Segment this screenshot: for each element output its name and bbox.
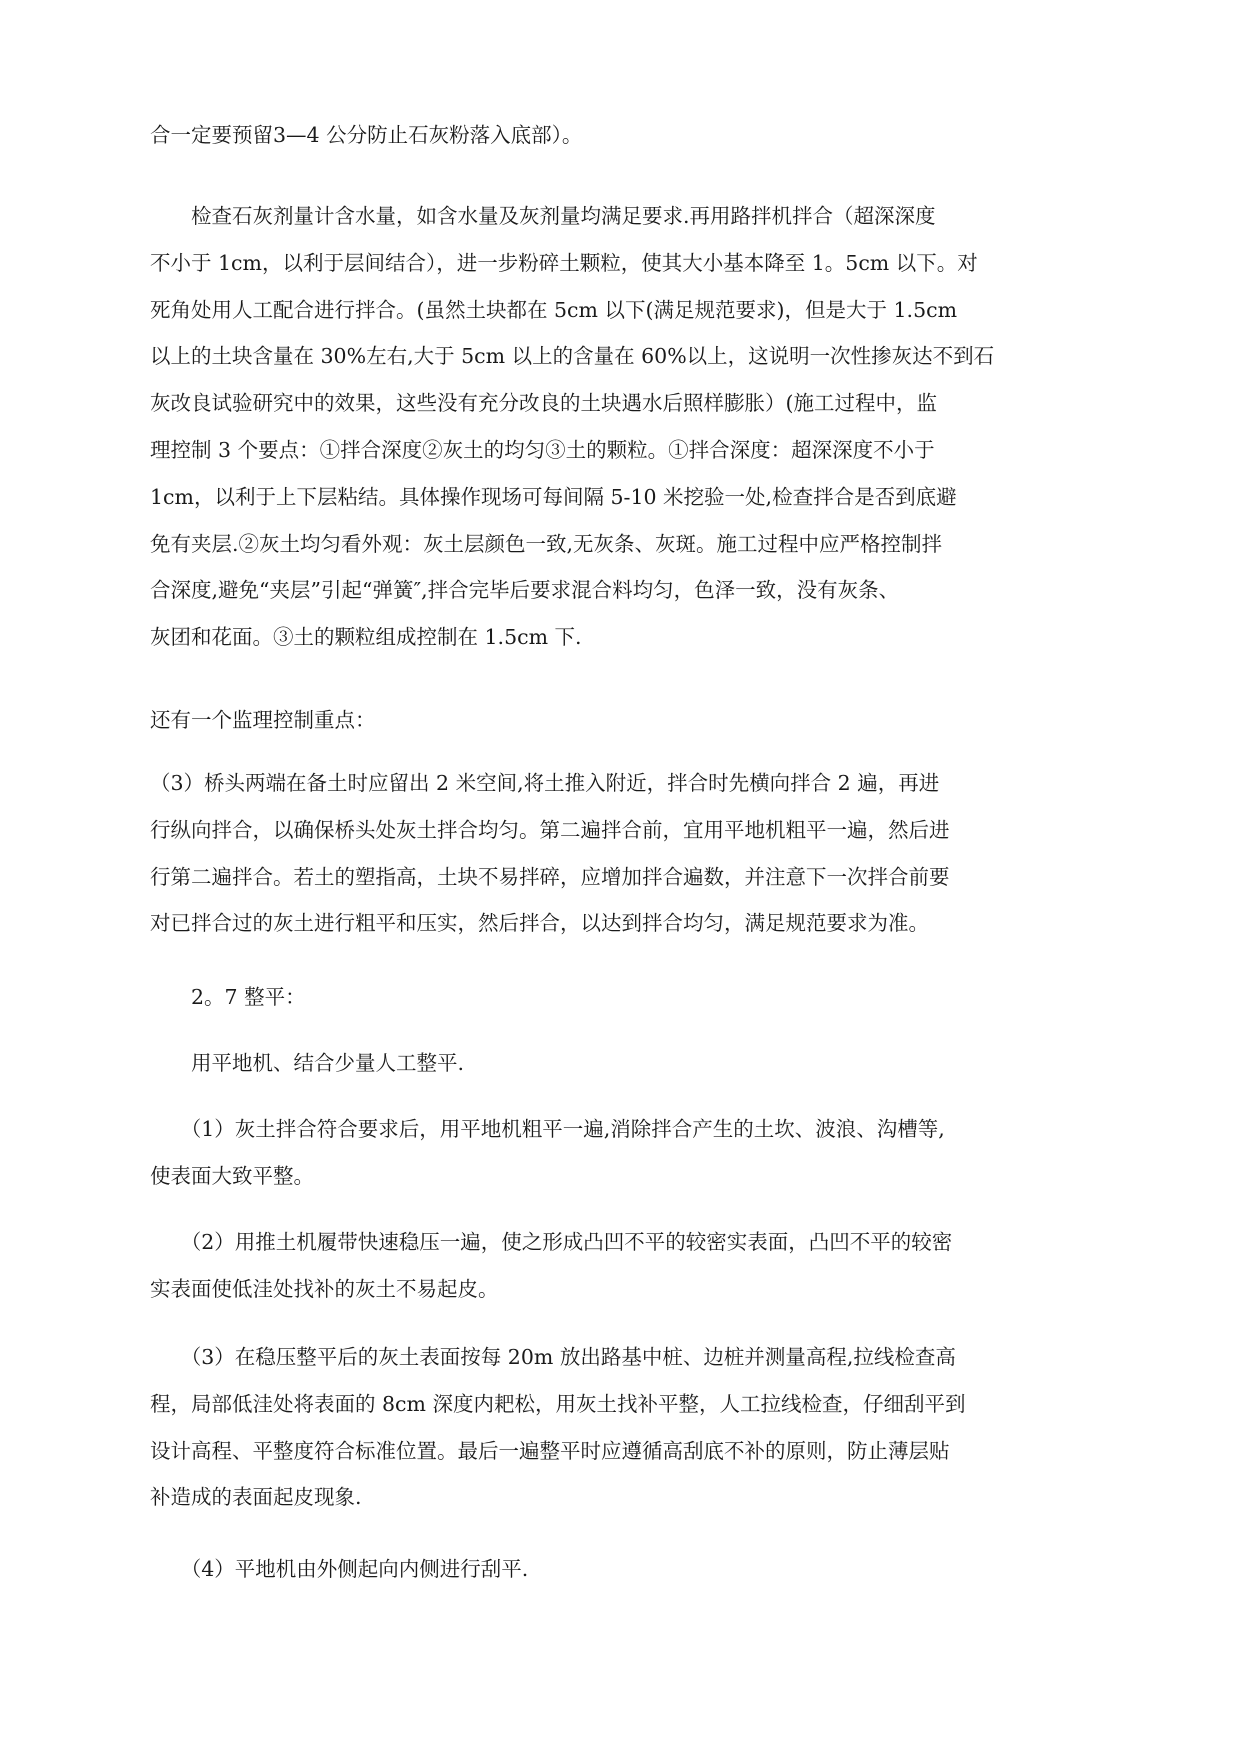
text-line: （3）桥头两端在备土时应留出 2 米空间,将土推入附近，拌合时先横向拌合 2 遍，再进	[150, 771, 940, 795]
text-line: 补造成的表面起皮现象.	[150, 1485, 362, 1510]
text-line: 对已拌合过的灰土进行粗平和压实，然后拌合，以达到拌合均匀，满足规范要求为准。	[150, 911, 929, 936]
text-line: 行纵向拌合，以确保桥头处灰土拌合均匀。第二遍拌合前，宜用平地机粗平一遍，然后进	[150, 817, 950, 842]
text-line: 用平地机、结合少量人工整平.	[150, 1051, 465, 1075]
paragraph-3	[150, 697, 1110, 744]
text-line: 以上的土块含量在 30%左右,大于 5cm 以上的含量在 60%以上，这说明一次性掺灰达不到石	[150, 344, 995, 369]
text-line: 理控制 3 个要点：①拌合深度②灰土的均匀③土的颗粒。①拌合深度：超深深度不小于	[150, 437, 935, 462]
text-line: （1）灰土拌合符合要求后，用平地机粗平一遍,消除拌合产生的土坎、波浪、沟槽等,	[150, 1117, 945, 1141]
text-line: 设计高程、平整度符合标准位置。最后一遍整平时应遵循高刮底不补的原则，防止薄层贴	[150, 1438, 950, 1463]
paragraph-6	[150, 1040, 1110, 1087]
text-line: （4）平地机由外侧起向内侧进行刮平.	[150, 1557, 529, 1581]
paragraph-9	[150, 1334, 1110, 1521]
text-line: 1cm，以利于上下层粘结。具体操作现场可每间隔 5-10 米挖验一处,检查拌合是否到底避	[150, 484, 957, 509]
text-line: （2）用推土机履带快速稳压一遍，使之形成凸凹不平的较密实表面，凸凹不平的较密	[150, 1230, 953, 1254]
paragraph-7	[150, 1106, 1110, 1200]
text-line: 实表面使低洼处找补的灰土不易起皮。	[150, 1276, 499, 1301]
text-line: 程，局部低洼处将表面的 8cm 深度内耙松，用灰土找补平整，人工拉线检查，仔细刮平到	[150, 1391, 966, 1416]
paragraph-5	[150, 974, 1110, 1021]
text-line: 合深度,避免“夹层”引起“弹簧″,拌合完毕后要求混合料均匀，色泽一致，没有灰条、	[150, 578, 900, 603]
paragraph-4	[150, 760, 1110, 947]
text-line: 行第二遍拌合。若土的塑指高，土块不易拌碎，应增加拌合遍数，并注意下一次拌合前要	[150, 864, 950, 889]
text-line: 检查石灰剂量计含水量，如含水量及灰剂量均满足要求.再用路拌机拌合（超深深度	[150, 204, 936, 228]
paragraph-8	[150, 1219, 1110, 1313]
text-line: 还有一个监理控制重点：	[150, 708, 376, 732]
text-line: 免有夹层.②灰土均匀看外观：灰土层颜色一致,无灰条、灰斑。施工过程中应严格控制拌	[150, 531, 943, 556]
text-line: 使表面大致平整。	[150, 1163, 314, 1188]
text-line: （3）在稳压整平后的灰土表面按每 20m 放出路基中桩、边桩并测量高程,拉线检查高	[150, 1345, 956, 1369]
text-line: 灰团和花面。③土的颗粒组成控制在 1.5cm 下.	[150, 625, 582, 650]
text-line: 灰改良试验研究中的效果，这些没有充分改良的土块遇水后照样膨胀）(施工过程中，监	[150, 391, 937, 416]
text-line: 不小于 1cm，以利于层间结合），进一步粉碎土颗粒，使其大小基本降至 1。5cm 以下。对	[150, 250, 978, 275]
text-line: 合一定要预留3—4 公分防止石灰粉落入底部）。	[150, 123, 583, 147]
paragraph-1	[150, 112, 1110, 159]
text-line: 2。7 整平：	[150, 985, 306, 1009]
text-line: 死角处用人工配合进行拌合。(虽然土块都在 5cm 以下(满足规范要求)，但是大于 1.5cm	[150, 297, 958, 322]
paragraph-10	[150, 1546, 1110, 1593]
paragraph-2	[150, 193, 1110, 661]
